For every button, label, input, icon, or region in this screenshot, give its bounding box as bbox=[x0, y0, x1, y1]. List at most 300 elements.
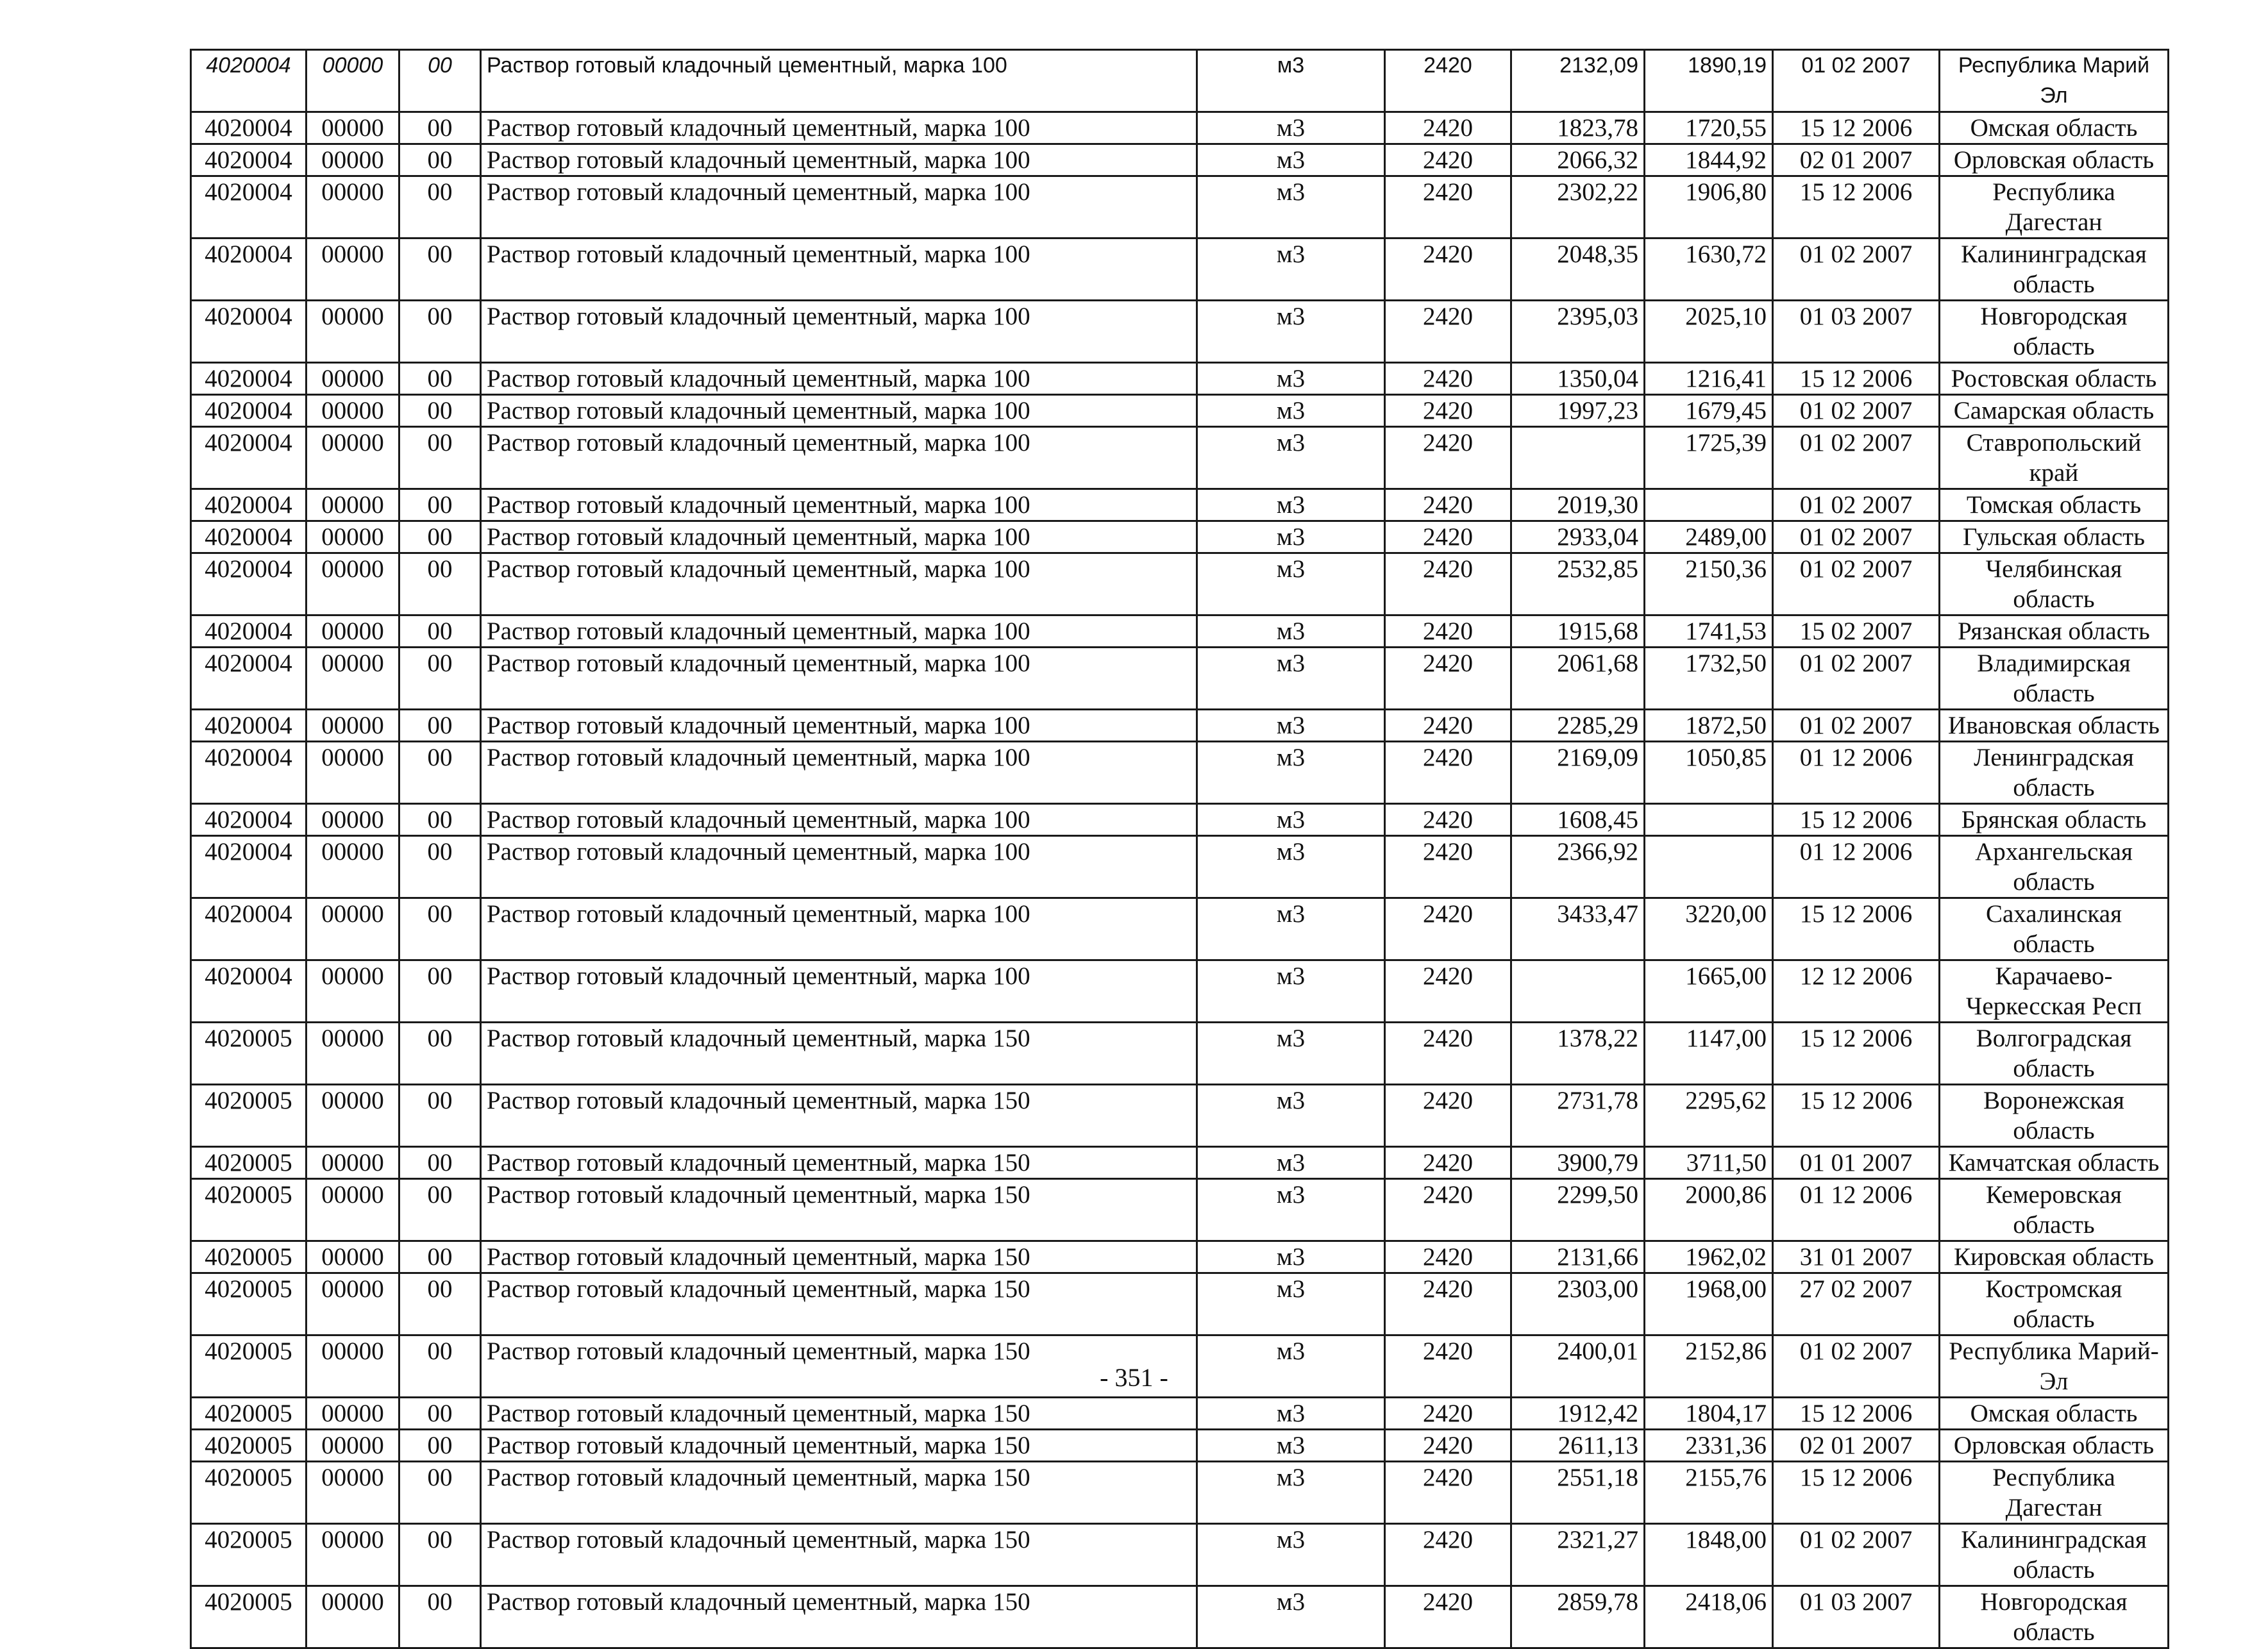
date-cell: 15 12 2006 bbox=[1773, 1398, 1940, 1430]
version-code-cell: 00 bbox=[399, 648, 481, 710]
unit-cell: м3 bbox=[1197, 898, 1385, 960]
unit-cell: м3 bbox=[1197, 239, 1385, 301]
date-cell: 15 02 2007 bbox=[1773, 615, 1940, 648]
unit-cell: м3 bbox=[1197, 615, 1385, 648]
version-code-cell: 00 bbox=[399, 1023, 481, 1085]
price-without-vat-cell: 2331,36 bbox=[1645, 1430, 1773, 1462]
sub-code-cell: 00000 bbox=[307, 1586, 399, 1648]
price-with-vat-cell: 1912,42 bbox=[1511, 1398, 1645, 1430]
price-with-vat-cell: 2066,32 bbox=[1511, 144, 1645, 176]
price-without-vat-cell: 2489,00 bbox=[1645, 521, 1773, 553]
date-cell: 12 12 2006 bbox=[1773, 960, 1940, 1023]
region-cell: Омская область bbox=[1940, 1398, 2169, 1430]
price-with-vat-cell: 1378,22 bbox=[1511, 1023, 1645, 1085]
price-without-vat-cell: 1872,50 bbox=[1645, 710, 1773, 742]
material-name-cell: Раствор готовый кладочный цементный, марка 150 bbox=[481, 1462, 1197, 1524]
version-code-cell: 00 bbox=[399, 1273, 481, 1335]
okp-code-cell: 2420 bbox=[1385, 176, 1511, 239]
sub-code-cell: 00000 bbox=[307, 521, 399, 553]
date-cell: 01 03 2007 bbox=[1773, 1586, 1940, 1648]
material-name-cell: Раствор готовый кладочный цементный, марка 100 bbox=[481, 898, 1197, 960]
table-row bbox=[191, 489, 2169, 521]
okp-code-cell: 2420 bbox=[1385, 50, 1511, 112]
price-without-vat-cell: 1906,80 bbox=[1645, 176, 1773, 239]
version-code-cell: 00 bbox=[399, 1085, 481, 1147]
price-without-vat-cell: 1679,45 bbox=[1645, 395, 1773, 427]
sub-code-cell: 00000 bbox=[307, 1085, 399, 1147]
price-with-vat-cell: 3900,79 bbox=[1511, 1147, 1645, 1179]
material-name-cell: Раствор готовый кладочный цементный, марка 100 bbox=[481, 615, 1197, 648]
table-row bbox=[191, 1462, 2169, 1524]
region-cell: Ставропольский край bbox=[1940, 427, 2169, 489]
okp-code-cell: 2420 bbox=[1385, 427, 1511, 489]
price-without-vat-cell: 2295,62 bbox=[1645, 1085, 1773, 1147]
material-name-cell: Раствор готовый кладочный цементный, марка 150 bbox=[481, 1524, 1197, 1586]
version-code-cell: 00 bbox=[399, 301, 481, 363]
price-without-vat-cell: 1216,41 bbox=[1645, 363, 1773, 395]
table-row bbox=[191, 1273, 2169, 1335]
material-name-cell: Раствор готовый кладочный цементный, марка 100 bbox=[481, 176, 1197, 239]
table-row bbox=[191, 742, 2169, 804]
okp-code-cell: 2420 bbox=[1385, 395, 1511, 427]
sub-code-cell: 00000 bbox=[307, 804, 399, 836]
region-cell: Рязанская область bbox=[1940, 615, 2169, 648]
price-with-vat-cell: 2933,04 bbox=[1511, 521, 1645, 553]
table-row bbox=[191, 301, 2169, 363]
price-without-vat-cell: 1665,00 bbox=[1645, 960, 1773, 1023]
material-code-cell: 4020005 bbox=[191, 1085, 307, 1147]
material-name-cell: Раствор готовый кладочный цементный, марка 100 bbox=[481, 239, 1197, 301]
material-name-cell: Раствор готовый кладочный цементный, марка 150 bbox=[481, 1179, 1197, 1241]
unit-cell: м3 bbox=[1197, 427, 1385, 489]
unit-cell: м3 bbox=[1197, 521, 1385, 553]
material-name-cell: Раствор готовый кладочный цементный, марка 150 bbox=[481, 1335, 1197, 1398]
price-with-vat-cell: 2611,13 bbox=[1511, 1430, 1645, 1462]
price-without-vat-cell: 1732,50 bbox=[1645, 648, 1773, 710]
date-cell: 01 02 2007 bbox=[1773, 1335, 1940, 1398]
material-name-cell: Раствор готовый кладочный цементный, марка 100 bbox=[481, 960, 1197, 1023]
price-without-vat-cell bbox=[1645, 489, 1773, 521]
price-with-vat-cell: 1350,04 bbox=[1511, 363, 1645, 395]
sub-code-cell: 00000 bbox=[307, 112, 399, 144]
price-without-vat-cell: 1741,53 bbox=[1645, 615, 1773, 648]
price-with-vat-cell bbox=[1511, 427, 1645, 489]
price-with-vat-cell: 2285,29 bbox=[1511, 710, 1645, 742]
table-row bbox=[191, 144, 2169, 176]
date-cell: 02 01 2007 bbox=[1773, 1430, 1940, 1462]
version-code-cell: 00 bbox=[399, 395, 481, 427]
okp-code-cell: 2420 bbox=[1385, 1398, 1511, 1430]
sub-code-cell: 00000 bbox=[307, 427, 399, 489]
sub-code-cell: 00000 bbox=[307, 836, 399, 898]
table-row bbox=[191, 898, 2169, 960]
material-name-cell: Раствор готовый кладочный цементный, марка 150 bbox=[481, 1586, 1197, 1648]
price-without-vat-cell: 2000,86 bbox=[1645, 1179, 1773, 1241]
unit-cell: м3 bbox=[1197, 301, 1385, 363]
okp-code-cell: 2420 bbox=[1385, 1273, 1511, 1335]
okp-code-cell: 2420 bbox=[1385, 898, 1511, 960]
price-without-vat-cell: 1968,00 bbox=[1645, 1273, 1773, 1335]
table-row bbox=[191, 1023, 2169, 1085]
sub-code-cell: 00000 bbox=[307, 1023, 399, 1085]
date-cell: 15 12 2006 bbox=[1773, 1085, 1940, 1147]
sub-code-cell: 00000 bbox=[307, 50, 399, 112]
price-without-vat-cell: 2025,10 bbox=[1645, 301, 1773, 363]
price-with-vat-cell: 2303,00 bbox=[1511, 1273, 1645, 1335]
date-cell: 01 03 2007 bbox=[1773, 301, 1940, 363]
unit-cell: м3 bbox=[1197, 648, 1385, 710]
region-cell: Владимирская область bbox=[1940, 648, 2169, 710]
date-cell: 01 02 2007 bbox=[1773, 395, 1940, 427]
unit-cell: м3 bbox=[1197, 363, 1385, 395]
material-code-cell: 4020004 bbox=[191, 239, 307, 301]
sub-code-cell: 00000 bbox=[307, 1241, 399, 1273]
region-cell: Ростовская область bbox=[1940, 363, 2169, 395]
unit-cell: м3 bbox=[1197, 710, 1385, 742]
unit-cell: м3 bbox=[1197, 1462, 1385, 1524]
sub-code-cell: 00000 bbox=[307, 1398, 399, 1430]
price-without-vat-cell: 2155,76 bbox=[1645, 1462, 1773, 1524]
unit-cell: м3 bbox=[1197, 553, 1385, 615]
okp-code-cell: 2420 bbox=[1385, 1335, 1511, 1398]
price-with-vat-cell: 2019,30 bbox=[1511, 489, 1645, 521]
unit-cell: м3 bbox=[1197, 1430, 1385, 1462]
price-without-vat-cell: 3220,00 bbox=[1645, 898, 1773, 960]
price-without-vat-cell: 1890,19 bbox=[1645, 50, 1773, 112]
sub-code-cell: 00000 bbox=[307, 615, 399, 648]
price-without-vat-cell: 1725,39 bbox=[1645, 427, 1773, 489]
region-cell: Новгородская область bbox=[1940, 301, 2169, 363]
region-cell: Ивановская область bbox=[1940, 710, 2169, 742]
okp-code-cell: 2420 bbox=[1385, 363, 1511, 395]
version-code-cell: 00 bbox=[399, 112, 481, 144]
version-code-cell: 00 bbox=[399, 553, 481, 615]
material-name-cell: Раствор готовый кладочный цементный, марка 100 bbox=[481, 553, 1197, 615]
table-row bbox=[191, 615, 2169, 648]
okp-code-cell: 2420 bbox=[1385, 112, 1511, 144]
okp-code-cell: 2420 bbox=[1385, 1147, 1511, 1179]
region-cell: Калининградская область bbox=[1940, 239, 2169, 301]
material-name-cell: Раствор готовый кладочный цементный, марка 100 bbox=[481, 804, 1197, 836]
date-cell: 01 02 2007 bbox=[1773, 521, 1940, 553]
date-cell: 01 02 2007 bbox=[1773, 50, 1940, 112]
price-table bbox=[190, 49, 2169, 1649]
sub-code-cell: 00000 bbox=[307, 710, 399, 742]
date-cell: 01 02 2007 bbox=[1773, 239, 1940, 301]
date-cell: 01 02 2007 bbox=[1773, 710, 1940, 742]
sub-code-cell: 00000 bbox=[307, 301, 399, 363]
version-code-cell: 00 bbox=[399, 960, 481, 1023]
okp-code-cell: 2420 bbox=[1385, 1023, 1511, 1085]
version-code-cell: 00 bbox=[399, 427, 481, 489]
material-code-cell: 4020005 bbox=[191, 1335, 307, 1398]
version-code-cell: 00 bbox=[399, 742, 481, 804]
table-row bbox=[191, 112, 2169, 144]
version-code-cell: 00 bbox=[399, 1335, 481, 1398]
region-cell: Республика Марий Эл bbox=[1940, 50, 2169, 112]
unit-cell: м3 bbox=[1197, 1241, 1385, 1273]
date-cell: 15 12 2006 bbox=[1773, 363, 1940, 395]
date-cell: 15 12 2006 bbox=[1773, 112, 1940, 144]
material-name-cell: Раствор готовый кладочный цементный, марка 150 bbox=[481, 1398, 1197, 1430]
page-number: - 351 - bbox=[1100, 1363, 1168, 1392]
table-row bbox=[191, 521, 2169, 553]
table-row bbox=[191, 648, 2169, 710]
sub-code-cell: 00000 bbox=[307, 1462, 399, 1524]
region-cell: Республика Дагестан bbox=[1940, 1462, 2169, 1524]
material-name-cell: Раствор готовый кладочный цементный, марка 100 bbox=[481, 144, 1197, 176]
price-with-vat-cell bbox=[1511, 960, 1645, 1023]
material-code-cell: 4020004 bbox=[191, 960, 307, 1023]
region-cell: Калининградская область bbox=[1940, 1524, 2169, 1586]
material-code-cell: 4020005 bbox=[191, 1462, 307, 1524]
material-code-cell: 4020004 bbox=[191, 742, 307, 804]
table-row bbox=[191, 1085, 2169, 1147]
version-code-cell: 00 bbox=[399, 1147, 481, 1179]
price-with-vat-cell: 1915,68 bbox=[1511, 615, 1645, 648]
sub-code-cell: 00000 bbox=[307, 1335, 399, 1398]
date-cell: 15 12 2006 bbox=[1773, 1023, 1940, 1085]
version-code-cell: 00 bbox=[399, 1430, 481, 1462]
table-row bbox=[191, 960, 2169, 1023]
version-code-cell: 00 bbox=[399, 363, 481, 395]
price-without-vat-cell: 2418,06 bbox=[1645, 1586, 1773, 1648]
unit-cell: м3 bbox=[1197, 1023, 1385, 1085]
unit-cell: м3 bbox=[1197, 144, 1385, 176]
sub-code-cell: 00000 bbox=[307, 898, 399, 960]
unit-cell: м3 bbox=[1197, 1273, 1385, 1335]
material-name-cell: Раствор готовый кладочный цементный, марка 100 bbox=[481, 50, 1197, 112]
region-cell: Карачаево-Черкесская Респ bbox=[1940, 960, 2169, 1023]
version-code-cell: 00 bbox=[399, 521, 481, 553]
material-code-cell: 4020004 bbox=[191, 710, 307, 742]
date-cell: 15 12 2006 bbox=[1773, 1462, 1940, 1524]
material-code-cell: 4020004 bbox=[191, 836, 307, 898]
sub-code-cell: 00000 bbox=[307, 489, 399, 521]
date-cell: 31 01 2007 bbox=[1773, 1241, 1940, 1273]
date-cell: 15 12 2006 bbox=[1773, 804, 1940, 836]
version-code-cell: 00 bbox=[399, 144, 481, 176]
material-code-cell: 4020004 bbox=[191, 615, 307, 648]
version-code-cell: 00 bbox=[399, 898, 481, 960]
version-code-cell: 00 bbox=[399, 1524, 481, 1586]
unit-cell: м3 bbox=[1197, 1085, 1385, 1147]
unit-cell: м3 bbox=[1197, 489, 1385, 521]
price-without-vat-cell: 1720,55 bbox=[1645, 112, 1773, 144]
price-with-vat-cell: 2169,09 bbox=[1511, 742, 1645, 804]
sub-code-cell: 00000 bbox=[307, 1273, 399, 1335]
material-code-cell: 4020004 bbox=[191, 395, 307, 427]
table-row bbox=[191, 1430, 2169, 1462]
date-cell: 01 01 2007 bbox=[1773, 1147, 1940, 1179]
table-row bbox=[191, 804, 2169, 836]
price-with-vat-cell: 2532,85 bbox=[1511, 553, 1645, 615]
version-code-cell: 00 bbox=[399, 615, 481, 648]
date-cell: 01 12 2006 bbox=[1773, 1179, 1940, 1241]
price-without-vat-cell: 1844,92 bbox=[1645, 144, 1773, 176]
region-cell: Гульская область bbox=[1940, 521, 2169, 553]
price-without-vat-cell: 1804,17 bbox=[1645, 1398, 1773, 1430]
price-with-vat-cell: 3433,47 bbox=[1511, 898, 1645, 960]
region-cell: Костромская область bbox=[1940, 1273, 2169, 1335]
unit-cell: м3 bbox=[1197, 1524, 1385, 1586]
price-with-vat-cell: 2731,78 bbox=[1511, 1085, 1645, 1147]
unit-cell: м3 bbox=[1197, 1398, 1385, 1430]
table-row bbox=[191, 1241, 2169, 1273]
region-cell: Сахалинская область bbox=[1940, 898, 2169, 960]
material-code-cell: 4020005 bbox=[191, 1273, 307, 1335]
region-cell: Омская область bbox=[1940, 112, 2169, 144]
version-code-cell: 00 bbox=[399, 1462, 481, 1524]
material-code-cell: 4020004 bbox=[191, 553, 307, 615]
material-code-cell: 4020004 bbox=[191, 301, 307, 363]
material-name-cell: Раствор готовый кладочный цементный, марка 100 bbox=[481, 363, 1197, 395]
price-with-vat-cell: 1608,45 bbox=[1511, 804, 1645, 836]
material-name-cell: Раствор готовый кладочный цементный, марка 100 bbox=[481, 710, 1197, 742]
sub-code-cell: 00000 bbox=[307, 395, 399, 427]
unit-cell: м3 bbox=[1197, 112, 1385, 144]
price-without-vat-cell bbox=[1645, 836, 1773, 898]
material-name-cell: Раствор готовый кладочный цементный, марка 100 bbox=[481, 395, 1197, 427]
material-code-cell: 4020004 bbox=[191, 112, 307, 144]
version-code-cell: 00 bbox=[399, 489, 481, 521]
material-name-cell: Раствор готовый кладочный цементный, марка 100 bbox=[481, 836, 1197, 898]
region-cell: Кировская область bbox=[1940, 1241, 2169, 1273]
table-row bbox=[191, 239, 2169, 301]
date-cell: 01 12 2006 bbox=[1773, 742, 1940, 804]
unit-cell: м3 bbox=[1197, 50, 1385, 112]
date-cell: 02 01 2007 bbox=[1773, 144, 1940, 176]
table-row bbox=[191, 395, 2169, 427]
table-row bbox=[191, 363, 2169, 395]
okp-code-cell: 2420 bbox=[1385, 836, 1511, 898]
material-code-cell: 4020004 bbox=[191, 521, 307, 553]
material-code-cell: 4020004 bbox=[191, 804, 307, 836]
material-name-cell: Раствор готовый кладочный цементный, марка 150 bbox=[481, 1273, 1197, 1335]
price-without-vat-cell: 2150,36 bbox=[1645, 553, 1773, 615]
okp-code-cell: 2420 bbox=[1385, 1524, 1511, 1586]
material-name-cell: Раствор готовый кладочный цементный, марка 150 bbox=[481, 1023, 1197, 1085]
material-name-cell: Раствор готовый кладочный цементный, марка 100 bbox=[481, 301, 1197, 363]
date-cell: 01 12 2006 bbox=[1773, 836, 1940, 898]
sub-code-cell: 00000 bbox=[307, 960, 399, 1023]
unit-cell: м3 bbox=[1197, 1179, 1385, 1241]
price-with-vat-cell: 1823,78 bbox=[1511, 112, 1645, 144]
region-cell: Республика Дагестан bbox=[1940, 176, 2169, 239]
price-with-vat-cell: 2366,92 bbox=[1511, 836, 1645, 898]
price-with-vat-cell: 2131,66 bbox=[1511, 1241, 1645, 1273]
sub-code-cell: 00000 bbox=[307, 648, 399, 710]
sub-code-cell: 00000 bbox=[307, 176, 399, 239]
sub-code-cell: 00000 bbox=[307, 1179, 399, 1241]
material-name-cell: Раствор готовый кладочный цементный, марка 100 bbox=[481, 489, 1197, 521]
table-row bbox=[191, 553, 2169, 615]
price-with-vat-cell: 2299,50 bbox=[1511, 1179, 1645, 1241]
version-code-cell: 00 bbox=[399, 1241, 481, 1273]
okp-code-cell: 2420 bbox=[1385, 960, 1511, 1023]
okp-code-cell: 2420 bbox=[1385, 1430, 1511, 1462]
sub-code-cell: 00000 bbox=[307, 1430, 399, 1462]
region-cell: Кемеровская область bbox=[1940, 1179, 2169, 1241]
price-with-vat-cell: 2061,68 bbox=[1511, 648, 1645, 710]
price-without-vat-cell: 3711,50 bbox=[1645, 1147, 1773, 1179]
table-row bbox=[191, 836, 2169, 898]
sub-code-cell: 00000 bbox=[307, 144, 399, 176]
price-without-vat-cell bbox=[1645, 804, 1773, 836]
price-with-vat-cell: 1997,23 bbox=[1511, 395, 1645, 427]
material-code-cell: 4020004 bbox=[191, 144, 307, 176]
date-cell: 01 02 2007 bbox=[1773, 1524, 1940, 1586]
date-cell: 15 12 2006 bbox=[1773, 176, 1940, 239]
unit-cell: м3 bbox=[1197, 395, 1385, 427]
date-cell: 01 02 2007 bbox=[1773, 489, 1940, 521]
okp-code-cell: 2420 bbox=[1385, 489, 1511, 521]
price-with-vat-cell: 2302,22 bbox=[1511, 176, 1645, 239]
table-row bbox=[191, 176, 2169, 239]
material-code-cell: 4020004 bbox=[191, 648, 307, 710]
unit-cell: м3 bbox=[1197, 836, 1385, 898]
region-cell: Брянская область bbox=[1940, 804, 2169, 836]
region-cell: Камчатская область bbox=[1940, 1147, 2169, 1179]
price-with-vat-cell: 2859,78 bbox=[1511, 1586, 1645, 1648]
table-row bbox=[191, 1524, 2169, 1586]
okp-code-cell: 2420 bbox=[1385, 710, 1511, 742]
date-cell: 27 02 2007 bbox=[1773, 1273, 1940, 1335]
version-code-cell: 00 bbox=[399, 836, 481, 898]
region-cell: Орловская область bbox=[1940, 1430, 2169, 1462]
price-with-vat-cell: 2132,09 bbox=[1511, 50, 1645, 112]
region-cell: Архангельская область bbox=[1940, 836, 2169, 898]
unit-cell: м3 bbox=[1197, 804, 1385, 836]
region-cell: Томская область bbox=[1940, 489, 2169, 521]
material-code-cell: 4020004 bbox=[191, 176, 307, 239]
region-cell: Воронежская область bbox=[1940, 1085, 2169, 1147]
version-code-cell: 00 bbox=[399, 710, 481, 742]
material-code-cell: 4020004 bbox=[191, 427, 307, 489]
material-code-cell: 4020004 bbox=[191, 898, 307, 960]
version-code-cell: 00 bbox=[399, 1398, 481, 1430]
unit-cell: м3 bbox=[1197, 1147, 1385, 1179]
table-row bbox=[191, 50, 2169, 112]
price-without-vat-cell: 2152,86 bbox=[1645, 1335, 1773, 1398]
material-code-cell: 4020004 bbox=[191, 50, 307, 112]
unit-cell: м3 bbox=[1197, 1586, 1385, 1648]
material-code-cell: 4020005 bbox=[191, 1524, 307, 1586]
okp-code-cell: 2420 bbox=[1385, 521, 1511, 553]
table-row bbox=[191, 710, 2169, 742]
material-name-cell: Раствор готовый кладочный цементный, марка 150 bbox=[481, 1147, 1197, 1179]
material-name-cell: Раствор готовый кладочный цементный, марка 150 bbox=[481, 1085, 1197, 1147]
sub-code-cell: 00000 bbox=[307, 1147, 399, 1179]
unit-cell: м3 bbox=[1197, 742, 1385, 804]
price-without-vat-cell: 1848,00 bbox=[1645, 1524, 1773, 1586]
version-code-cell: 00 bbox=[399, 1586, 481, 1648]
region-cell: Ленинградская область bbox=[1940, 742, 2169, 804]
region-cell: Новгородская область bbox=[1940, 1586, 2169, 1648]
material-code-cell: 4020005 bbox=[191, 1241, 307, 1273]
price-with-vat-cell: 2395,03 bbox=[1511, 301, 1645, 363]
table-row bbox=[191, 1147, 2169, 1179]
unit-cell: м3 bbox=[1197, 176, 1385, 239]
table-row bbox=[191, 1586, 2169, 1648]
okp-code-cell: 2420 bbox=[1385, 648, 1511, 710]
price-without-vat-cell: 1630,72 bbox=[1645, 239, 1773, 301]
material-code-cell: 4020005 bbox=[191, 1147, 307, 1179]
version-code-cell: 00 bbox=[399, 176, 481, 239]
date-cell: 01 02 2007 bbox=[1773, 648, 1940, 710]
sub-code-cell: 00000 bbox=[307, 363, 399, 395]
material-code-cell: 4020005 bbox=[191, 1398, 307, 1430]
